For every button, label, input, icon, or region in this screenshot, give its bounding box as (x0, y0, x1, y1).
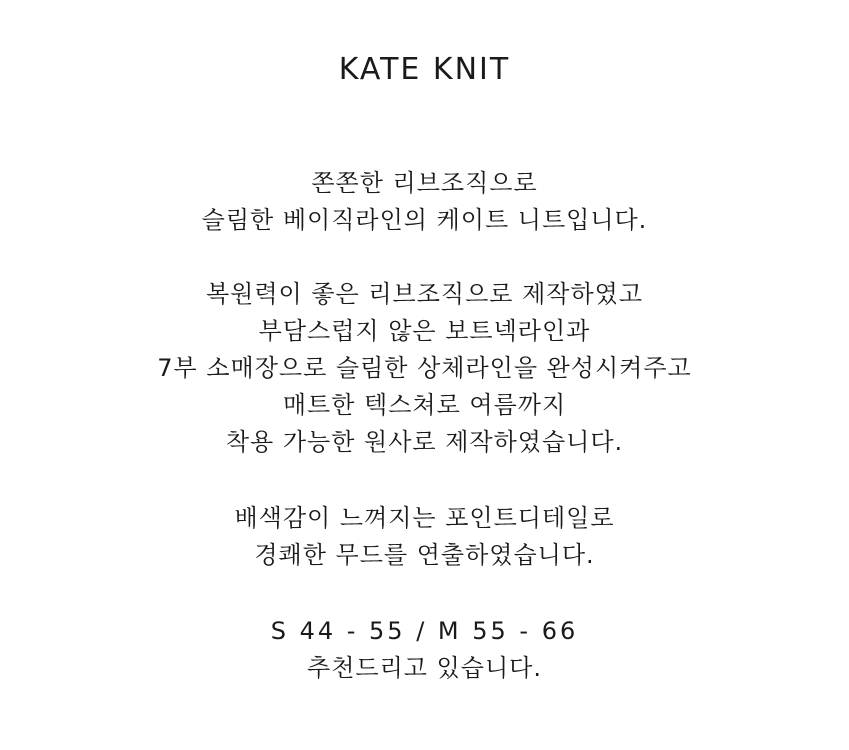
description-line: 착용 가능한 원사로 제작하였습니다. (225, 428, 624, 456)
description-paragraph-texture (0, 165, 849, 239)
description-line: 슬림한 베이직라인의 케이트 니트입니다. (201, 206, 648, 234)
description-paragraph-detail (0, 500, 849, 574)
description-line: 경쾌한 무드를 연출하였습니다. (254, 541, 595, 569)
description-paragraph-size (0, 613, 849, 687)
description-line: 7부 소매장으로 슬림한 상체라인을 완성시켜주고 (157, 354, 692, 382)
description-line: 쫀쫀한 리브조직으로 (311, 169, 538, 197)
description-line: 배색감이 느껴지는 포인트디테일로 (234, 504, 615, 532)
description-line: 복원력이 좋은 리브조직으로 제작하였고 (205, 280, 643, 308)
description-paragraph-fit (0, 276, 849, 461)
product-title: KATE KNIT (338, 52, 511, 87)
description-line: 매트한 텍스쳐로 여름까지 (282, 391, 567, 419)
description-line: 추천드리고 있습니다. (307, 654, 542, 682)
description-line: 부담스럽지 않은 보트넥라인과 (258, 317, 591, 345)
size-recommendation: S 44 - 55 / M 55 - 66 (270, 617, 579, 645)
